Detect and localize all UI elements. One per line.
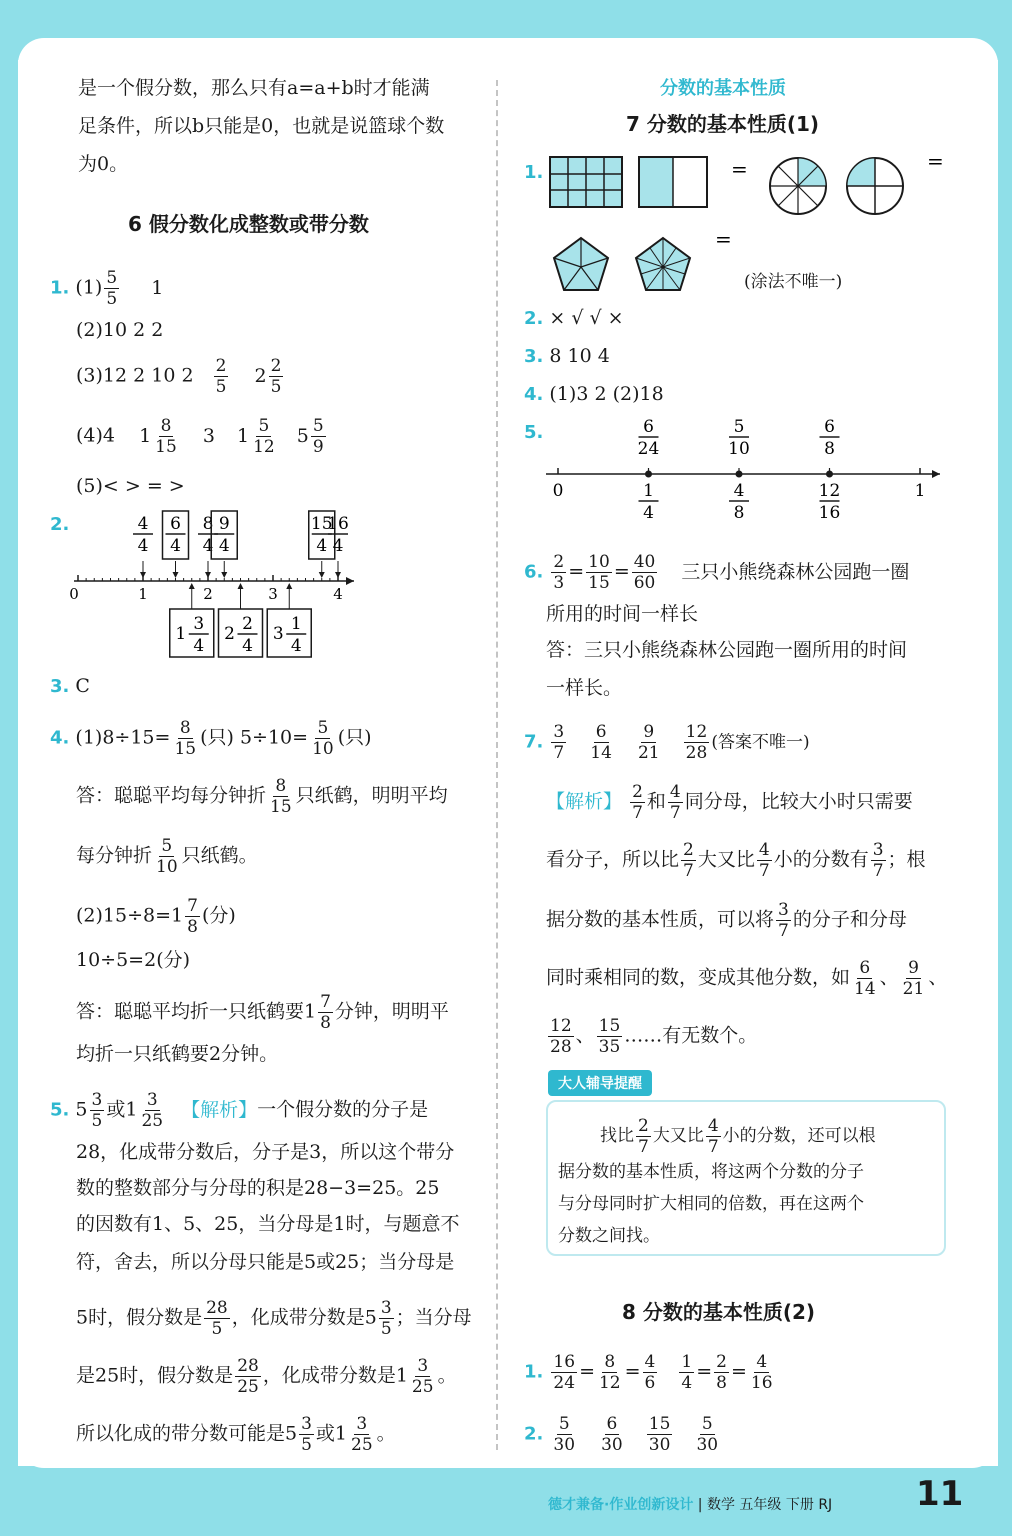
q4-line-6: 答：聪聪平均折一只纸鹤要1 $\frac{7}{8}$ 分钟，明明平 xyxy=(76,992,449,1033)
q4-line-3: 每分钟折 $\frac{5}{10}$ 只纸鹤。 xyxy=(76,836,258,877)
denominator: 8 xyxy=(824,439,835,459)
top-fraction xyxy=(214,514,234,556)
equals-sign: = xyxy=(731,157,748,181)
r-q7-expl-2: 看分子，所以比 $\frac{2}{7}$ 大又比 $\frac{4}{7}$ 小的分数有 $\frac{3}{7}$ ；根 xyxy=(546,840,926,881)
r-q7-expl-4: 同时乘相同的数，变成其他分数，如 $\frac{6}{14}$ 、 $\frac{9}{21}$ 、 xyxy=(546,958,948,999)
q1-line-4: (4)4 1 $\frac{8}{15}$ 3 1 $\frac{5}{12}$ 5 $\frac{5}{9}$ xyxy=(76,416,324,457)
q4-line-1: 4. (1)8÷15= $\frac{8}{15}$ (只) 5÷10= $\frac{5}{10}$ (只) xyxy=(50,718,372,759)
r-q3-line: 3. 8 10 4 xyxy=(524,345,610,367)
pointer-arrow xyxy=(189,583,195,589)
tip-line-1: 找比 $\frac{2}{7}$ 大又比 $\frac{4}{7}$ 小的分数，还可以根 xyxy=(600,1116,876,1157)
frame-left xyxy=(0,0,18,1536)
top-fraction xyxy=(133,514,153,556)
top-fraction xyxy=(327,514,349,556)
numerator: 16 xyxy=(327,514,349,534)
numerator: 6 xyxy=(643,417,654,437)
r-q6-line-1: 6. $\frac{2}{3}$ = $\frac{10}{15}$ = $\frac{40}{60}$ 三只小熊绕森林公园跑一圈 xyxy=(524,552,910,593)
denominator: 4 xyxy=(316,536,328,556)
q5-line-3: 数的整数部分与分母的积是28−3=25。25 xyxy=(76,1177,440,1199)
q5-line-8: 所以化成的带分数可能是5 $\frac{3}{5}$ 或1 $\frac{3}{25}$ 。 xyxy=(76,1414,396,1455)
pointer-arrow xyxy=(173,572,179,578)
section-7-title: 7 分数的基本性质(1) xyxy=(626,112,820,136)
numerator: 5 xyxy=(733,417,745,437)
axis-label: 3 xyxy=(268,585,278,603)
q5-line-6: 5时，假分数是 $\frac{28}{5}$ ，化成带分数是5 $\frac{3}{5}$ ；当分母 xyxy=(76,1298,472,1339)
bottom-fraction xyxy=(238,614,258,656)
denominator: 16 xyxy=(818,503,841,523)
bottom-fraction xyxy=(286,614,306,656)
mixed-whole: 2 xyxy=(224,624,235,644)
r-q1-note: (涂法不唯一) xyxy=(744,272,843,292)
pointer-arrow xyxy=(140,572,146,578)
r-q7-expl-5: $\frac{12}{28}$ 、 $\frac{15}{35}$ ……有无数个。 xyxy=(550,1016,758,1057)
q5-line-1: 5. 5 $\frac{3}{5}$ 或1 $\frac{3}{25}$ 【解析】一个假分数的分子是 xyxy=(50,1090,429,1131)
r-q7-expl-3: 据分数的基本性质，可以将 $\frac{3}{7}$ 的分子和分母 xyxy=(546,900,907,941)
q4-line-7: 均折一只纸鹤要2分钟。 xyxy=(76,1043,279,1065)
mixed-whole: 3 xyxy=(272,624,284,644)
pentagon-tenths xyxy=(636,238,690,290)
below-fraction xyxy=(819,481,841,523)
numerator: 8 xyxy=(202,514,214,534)
above-fraction xyxy=(728,417,750,459)
denominator: 10 xyxy=(728,439,750,459)
intro-line-1: 是一个假分数，那么只有a=a+b时才能满 xyxy=(78,77,430,99)
r-q6-line-4: 一样长。 xyxy=(546,677,623,699)
axis-arrow xyxy=(932,470,940,478)
tip-line-3: 与分母同时扩大相同的倍数，再在这两个 xyxy=(558,1194,864,1214)
q4-line-5: 10÷5=2(分) xyxy=(76,949,191,971)
q4-line-2: 答：聪聪平均每分钟折 $\frac{8}{15}$ 只纸鹤，明明平均 xyxy=(76,776,448,817)
pointer-arrow xyxy=(335,572,341,578)
axis-label: 0 xyxy=(552,481,564,501)
denominator: 4 xyxy=(242,636,253,656)
q4-line-4: (2)15÷8=1 $\frac{7}{8}$ (分) xyxy=(76,896,236,937)
numerator: 4 xyxy=(137,514,149,534)
r-q7-expl-1: 【解析】 $\frac{2}{7}$ 和 $\frac{4}{7}$ 同分母，比较大小时只需要 xyxy=(546,782,913,823)
circle-quarters xyxy=(847,158,903,214)
q1-line-1 xyxy=(50,268,163,309)
section-8-title: 8 分数的基本性质(2) xyxy=(622,1300,816,1324)
numerator: 12 xyxy=(818,481,841,501)
tip-line-2: 据分数的基本性质，将这两个分数的分子 xyxy=(558,1162,864,1182)
page-number: 11 xyxy=(916,1474,964,1514)
below-fraction xyxy=(729,481,749,523)
pointer-arrow xyxy=(286,583,292,589)
section-6-title: 6 假分数化成整数或带分数 xyxy=(128,212,369,236)
pentagon-fifths xyxy=(554,238,608,290)
numerator: 1 xyxy=(643,481,654,501)
q2-number-line xyxy=(60,505,370,665)
denominator: 4 xyxy=(290,636,302,656)
r-q4-line: 4. (1)3 2 (2)18 xyxy=(524,383,664,405)
r-q6-line-2: 所用的时间一样长 xyxy=(546,603,699,625)
numerator: 6 xyxy=(824,417,835,437)
fraction: $\frac{5}{5}$ xyxy=(106,268,118,309)
column-divider xyxy=(496,80,498,1450)
q2-label: 2. xyxy=(50,514,70,535)
tip-line-4: 分数之间找。 xyxy=(558,1226,660,1246)
q1-line-2: (2)10 2 2 xyxy=(76,319,164,341)
r-q5-number-line xyxy=(540,414,950,534)
numerator: 4 xyxy=(733,481,745,501)
q5-line-7: 是25时，假分数是 $\frac{28}{25}$ ，化成带分数是1 $\frac{3}{25}$ 。 xyxy=(76,1356,457,1397)
axis-arrow xyxy=(346,577,354,585)
q1-number: 1. xyxy=(50,277,70,299)
q5-line-4: 的因数有1、5、25，当分母是1时，与题意不 xyxy=(76,1213,460,1235)
analysis-tag-2: 【解析】 xyxy=(546,790,623,813)
below-fraction xyxy=(639,481,659,523)
tip-badge: 大人辅导提醒 xyxy=(548,1070,652,1096)
denominator: 4 xyxy=(643,503,654,523)
r8-q2-line: 2. $\frac{5}{30}$ $\frac{6}{30}$ $\frac{15}{30}$ $\frac{5}{30}$ xyxy=(524,1414,719,1455)
q1-line-5: (5)< > = > xyxy=(76,475,185,497)
denominator: 8 xyxy=(733,503,745,523)
intro-line-2: 足条件，所以b只能是0，也就是说篮球个数 xyxy=(78,115,445,137)
numerator: 2 xyxy=(242,614,253,634)
pointer-arrow xyxy=(319,572,325,578)
denominator: 4 xyxy=(137,536,149,556)
denominator: 4 xyxy=(332,536,344,556)
q1-line-3: (3)12 2 10 2 $\frac{2}{5}$ 2 $\frac{2}{5}$ xyxy=(76,356,282,397)
frame-bottom xyxy=(0,1466,1012,1536)
footer-brand: 德才兼备·作业创新设计 xyxy=(548,1497,694,1513)
circle-eighths xyxy=(770,158,826,214)
footer: 德才兼备·作业创新设计 | 数学 五年级 下册 RJ xyxy=(548,1497,833,1513)
axis-label: 0 xyxy=(69,585,79,603)
pointer-arrow xyxy=(238,583,244,589)
frame-right xyxy=(998,0,1012,1536)
axis-label: 1 xyxy=(914,481,926,501)
q1-part1-answer: 1 xyxy=(151,276,164,299)
axis-label: 1 xyxy=(138,585,148,603)
denominator: 4 xyxy=(202,536,214,556)
axis-label: 2 xyxy=(203,585,213,603)
numerator: 15 xyxy=(310,514,333,534)
bottom-fraction xyxy=(189,614,209,656)
q5-line-5: 符，舍去，所以分母只能是5或25；当分母是 xyxy=(76,1251,455,1273)
grid-rectangle xyxy=(550,157,622,207)
pointer-arrow xyxy=(205,572,211,578)
q1-part1-label: (1) xyxy=(75,276,103,299)
r8-q1-line: 1. $\frac{16}{24}$ = $\frac{8}{12}$ = $\frac{4}{6}$ $\frac{1}{4}$ = $\frac{2}{8}$ = $\frac{4}{16}$ xyxy=(524,1352,773,1393)
equals-sign-3: = xyxy=(715,227,732,251)
top-fraction xyxy=(198,514,218,556)
q3-answer: C xyxy=(75,675,90,697)
intro-line-3: 为0。 xyxy=(78,153,129,175)
numerator: 6 xyxy=(170,514,181,534)
r-q1-number: 1. xyxy=(524,162,544,183)
q5-line-2: 28，化成带分数后，分子是3，所以这个带分 xyxy=(76,1141,455,1163)
above-fraction xyxy=(638,417,660,459)
denominator: 24 xyxy=(637,439,660,459)
analysis-tag: 【解析】 xyxy=(181,1098,258,1121)
numerator: 3 xyxy=(193,614,205,634)
r-q7-line-1: 7. $\frac{3}{7}$ $\frac{6}{14}$ $\frac{9}{21}$ $\frac{12}{28}$ (答案不唯一) xyxy=(524,722,810,763)
q3-line: 3. C xyxy=(50,675,90,697)
r-q6-line-3: 答：三只小熊绕森林公园跑一圈所用的时间 xyxy=(546,639,908,661)
numerator: 1 xyxy=(290,614,302,634)
denominator: 4 xyxy=(170,536,181,556)
chapter-title: 分数的基本性质 xyxy=(660,78,786,99)
axis-label: 4 xyxy=(333,585,343,603)
top-fraction xyxy=(166,514,186,556)
denominator: 4 xyxy=(193,636,205,656)
r-q2-line: 2. × √ √ × xyxy=(524,307,624,329)
pointer-arrow xyxy=(221,572,227,578)
equals-sign-2: = xyxy=(927,152,944,173)
mixed-whole: 1 xyxy=(175,624,187,644)
r-q5-number: 5. xyxy=(524,422,544,443)
half-rectangle xyxy=(639,157,707,207)
numerator: 9 xyxy=(218,514,230,534)
denominator: 4 xyxy=(218,536,230,556)
above-fraction xyxy=(820,417,840,459)
